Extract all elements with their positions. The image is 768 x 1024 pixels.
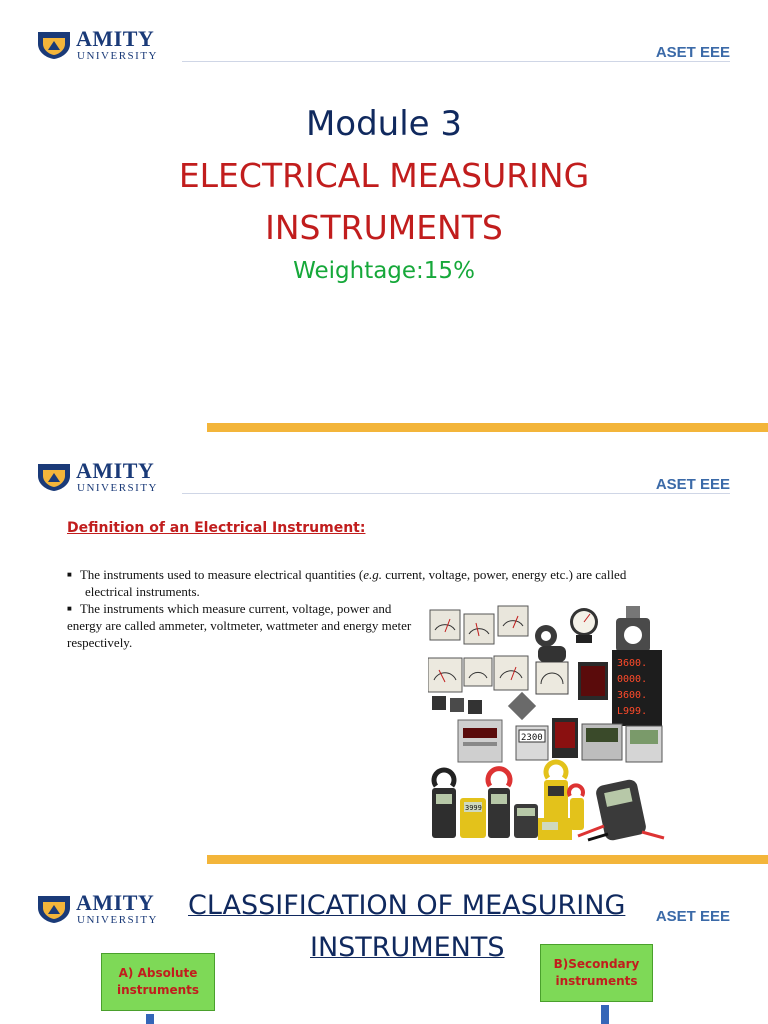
digital-panel-meter-icon [458, 720, 502, 762]
digital-panel-meter-icon [578, 662, 608, 700]
box-label-line: instruments [116, 983, 200, 997]
header-divider [182, 61, 730, 62]
secondary-instruments-box [540, 944, 653, 1002]
bullet-text-continued: electrical instruments. [85, 584, 200, 599]
digital-multimeter-icon [538, 818, 572, 840]
slide-definition [0, 432, 768, 864]
analog-panel-meter-icon [464, 614, 494, 644]
classification-title-line-2: INSTRUMENTS [310, 932, 505, 963]
box-label-line: instruments [555, 974, 638, 988]
header-tag: ASET EEE [655, 44, 730, 61]
multifunction-meter-icon [582, 724, 622, 760]
clamp-meter-icon [569, 785, 584, 830]
brand-name: AMITY [76, 458, 155, 483]
header-divider [182, 493, 730, 494]
amity-logo [36, 892, 170, 928]
connector-line [146, 1014, 154, 1024]
accent-bar [207, 855, 768, 864]
box-label-line: A) Absolute [118, 966, 198, 980]
header-tag: ASET EEE [655, 908, 730, 925]
digital-panel-meter-icon [552, 718, 578, 758]
header-tag: ASET EEE [655, 476, 730, 493]
amity-logo [36, 460, 170, 496]
analog-panel-meter-icon [428, 658, 462, 692]
current-transformer-icon [616, 606, 650, 652]
brand-name: AMITY [76, 26, 155, 51]
measuring-instruments-image [428, 600, 668, 842]
amity-logo [36, 28, 170, 64]
bullet-text: The instruments used to measure electrical quantities ( [79, 567, 364, 582]
svg-text:3600.: 3600. [617, 658, 648, 669]
amity-shield-icon [36, 30, 72, 60]
absolute-instruments-box [101, 953, 215, 1011]
current-transformer-icon [535, 625, 557, 647]
title-line-1: ELECTRICAL MEASURING [178, 156, 590, 195]
box-label-line: B)Secondary [553, 957, 640, 971]
multifunction-meter-icon [612, 650, 662, 726]
analog-panel-meter-icon [464, 658, 492, 686]
definition-heading: Definition of an Electrical Instrument: [67, 520, 366, 536]
digital-multimeter-icon [514, 804, 538, 838]
brand-name: AMITY [76, 890, 155, 915]
clamp-meter-icon [488, 769, 510, 838]
analog-panel-meter-icon [430, 610, 460, 640]
amity-shield-icon [36, 462, 72, 492]
bullet-text-eg: e.g. [363, 567, 383, 582]
title-line-2: INSTRUMENTS [265, 208, 503, 247]
slide-classification [0, 864, 768, 1024]
weightage-label: Weightage:15% [293, 258, 475, 284]
classification-title-line-1: CLASSIFICATION OF MEASURING [188, 890, 626, 921]
bullet-text: The instruments which measure current, voltage, power and energy are called ammeter, voltmeter, wattmeter and energy meter respectively. [67, 601, 412, 650]
bullet-text: current, voltage, power, energy etc.) are called [382, 567, 627, 582]
analog-panel-meter-icon [536, 646, 568, 694]
digital-panel-meter-icon [626, 726, 662, 762]
svg-text:3999: 3999 [465, 804, 482, 812]
bullet-marker-icon: ■ [67, 570, 72, 579]
connector-line [601, 1005, 609, 1024]
transducer-icon [432, 692, 536, 720]
bullet-item [67, 566, 707, 600]
clamp-meter-icon [432, 770, 456, 838]
analog-panel-meter-icon [498, 606, 528, 636]
bullet-item [67, 600, 412, 651]
insulation-tester-icon [578, 778, 664, 842]
clamp-meter-icon [544, 762, 568, 824]
round-meter-icon [570, 608, 598, 643]
accent-bar [207, 423, 768, 432]
svg-text:3600.: 3600. [617, 690, 648, 701]
brand-subtitle: UNIVERSITY [77, 914, 158, 926]
svg-text:L999.: L999. [617, 706, 648, 717]
svg-text:2300: 2300 [521, 733, 543, 743]
brand-subtitle: UNIVERSITY [77, 482, 158, 494]
module-label: Module 3 [305, 104, 463, 144]
digital-panel-meter-icon [516, 726, 548, 760]
amity-shield-icon [36, 894, 72, 924]
brand-subtitle: UNIVERSITY [77, 50, 158, 62]
slide-module-title [0, 0, 768, 432]
analog-panel-meter-icon [494, 656, 528, 690]
svg-text:0000.: 0000. [617, 674, 648, 685]
digital-multimeter-icon [460, 798, 486, 838]
bullet-marker-icon: ■ [67, 604, 72, 613]
